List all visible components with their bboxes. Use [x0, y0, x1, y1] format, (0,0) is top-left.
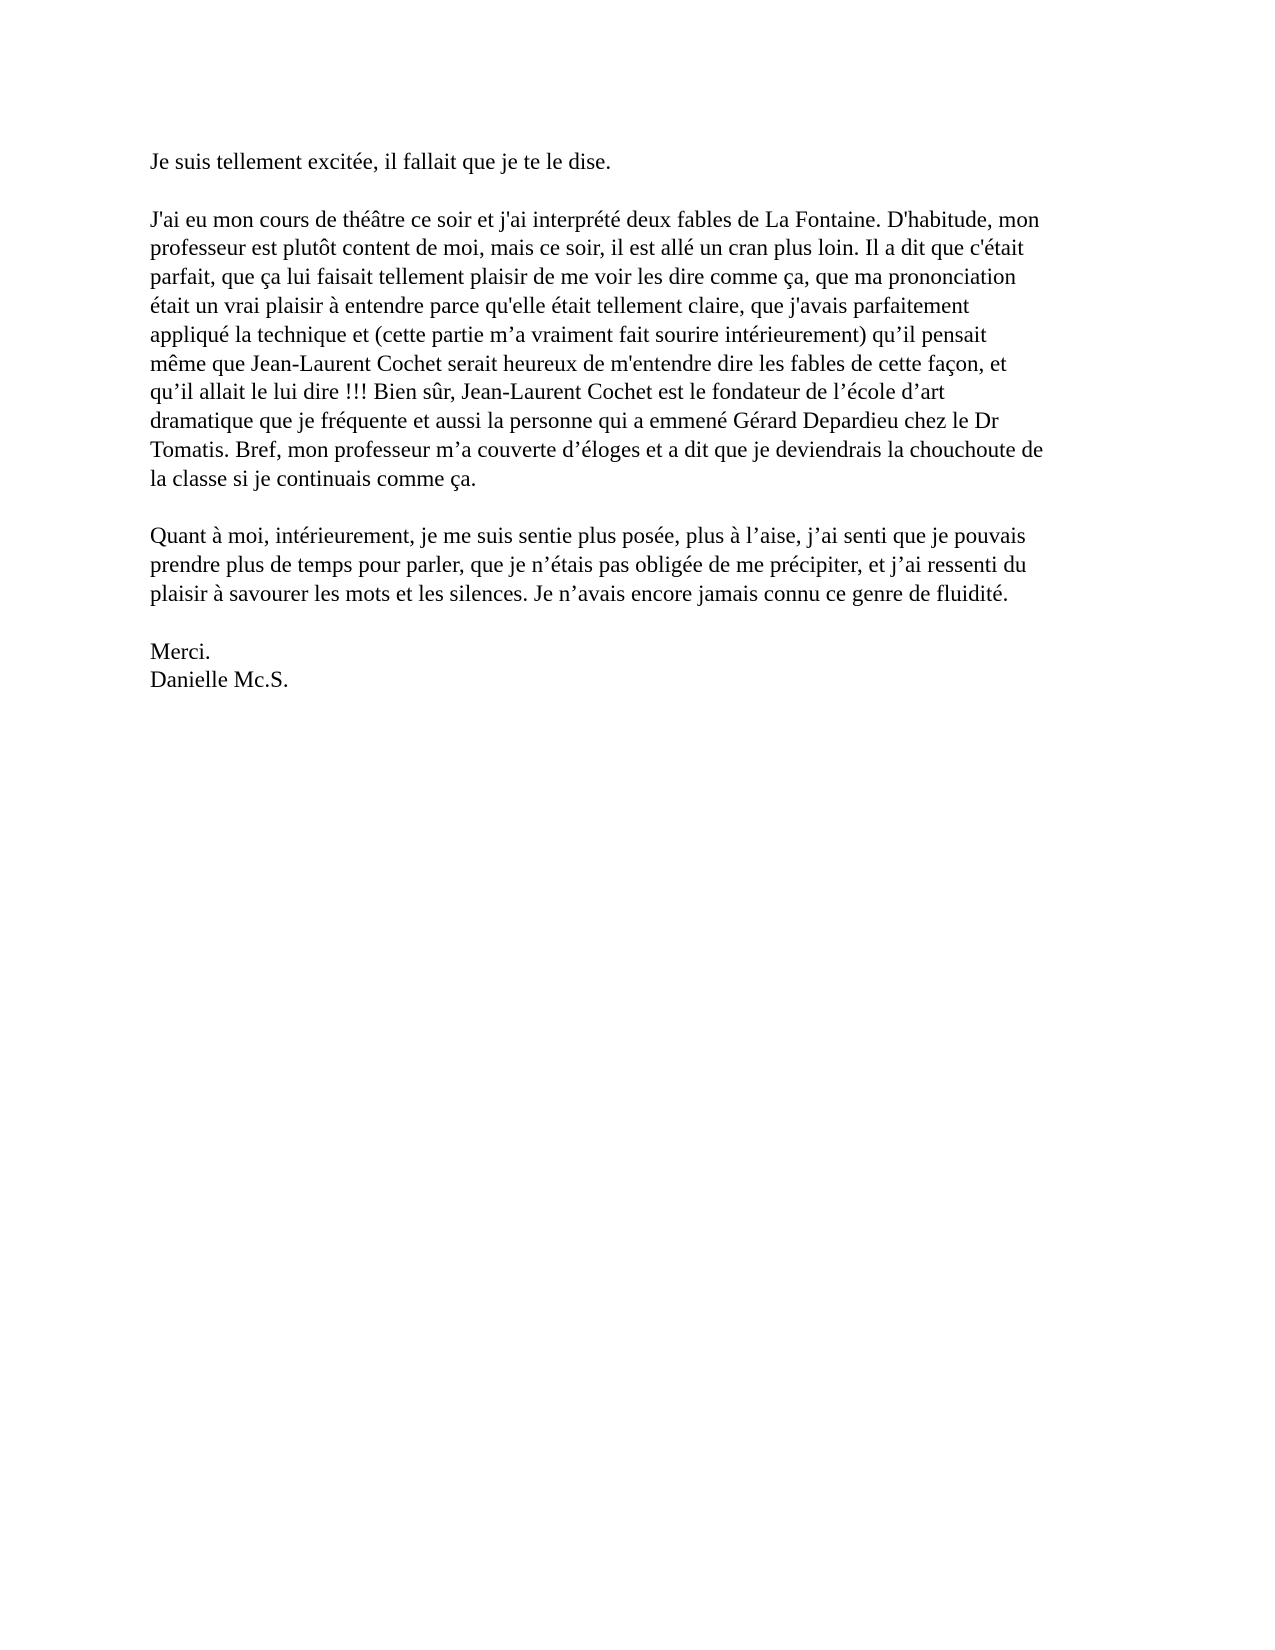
paragraph-line: prendre plus de temps pour parler, que je n’étais pas obligée de me précipiter, et j’ai ressenti du	[150, 552, 1027, 578]
paragraph-line: était un vrai plaisir à entendre parce qu'elle était tellement claire, que j'avais parfaitement	[150, 292, 970, 318]
paragraph-line: même que Jean-Laurent Cochet serait heureux de m'entendre dire les fables de cette façon, et	[150, 350, 1007, 376]
paragraph-line: dramatique que je fréquente et aussi la personne qui a emmené Gérard Depardieu chez le Dr	[150, 408, 999, 434]
paragraph-spacer	[150, 494, 1130, 523]
closing-line: Merci.	[150, 638, 211, 664]
paragraph-line: parfait, que ça lui faisait tellement plaisir de me voir les dire comme ça, que ma prononciation	[150, 264, 1017, 290]
paragraph-line: Quant à moi, intérieurement, je me suis sentie plus posée, plus à l’aise, j’ai senti que je pouvais	[150, 523, 1026, 549]
reflection-paragraph	[150, 522, 1130, 608]
opening-paragraph: Je suis tellement excitée, il fallait que je te le dise.	[150, 149, 612, 174]
signature: Danielle Mc.S.	[150, 667, 289, 693]
paragraph-line: qu’il allait le lui dire !!! Bien sûr, Jean-Laurent Cochet est le fondateur de l’école d’art	[150, 379, 945, 405]
paragraph-line: Tomatis. Bref, mon professeur m’a couverte d’éloges et a dit que je deviendrais la chouchoute de	[150, 436, 1044, 462]
paragraph-line: professeur est plutôt content de moi, mais ce soir, il est allé un cran plus loin. Il a dit que c'était	[150, 235, 1024, 261]
letter-body	[150, 148, 1130, 695]
paragraph-line: la classe si je continuais comme ça.	[150, 465, 477, 491]
paragraph-line: J'ai eu mon cours de théâtre ce soir et j'ai interprété deux fables de La Fontaine. D'habitude, mon	[150, 206, 1040, 232]
testimonial-paragraph	[150, 206, 1130, 494]
paragraph-spacer	[150, 177, 1130, 206]
paragraph-spacer	[150, 609, 1130, 638]
paragraph-line: appliqué la technique et (cette partie m’a vraiment fait sourire intérieurement) qu’il pensait	[150, 321, 987, 347]
paragraph-line: plaisir à savourer les mots et les silences. Je n’avais encore jamais connu ce genre de fluidité.	[150, 580, 1009, 606]
